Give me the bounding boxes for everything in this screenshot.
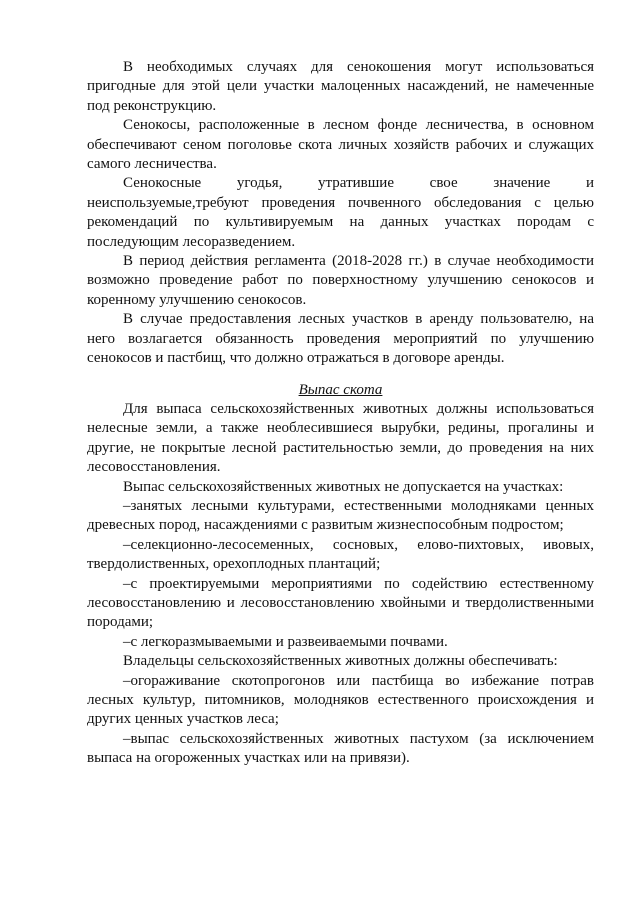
paragraph-grazing-1: Для выпаса сельскохозяйственных животных должны использоваться нелесные земли, а также необлесившиеся вырубки, редины, прогалины и другие, не покрытые лесной растительностью земли, до проведения на них лесовосстановления. [87,400,594,476]
paragraph-grazing-3: Владельцы сельскохозяйственных животных должны обеспечивать: [123,653,558,670]
paragraph-grazing-2: Выпас сельскохозяйственных животных не допускается на участках: [123,478,564,495]
paragraph-haymaking-3: Сенокосные угодья, утратившие свое значение и неиспользуемые,требуют проведения почвенного обследования с целью рекомендаций по культивируемым на данных участках породам с последующим лесоразведением. [87,175,594,250]
list-item-grazing-2: –селекционно-лесосеменных, сосновых, елово-пихтовых, ивовых, твердолиственных, орехоплодных плантаций; [87,536,594,573]
list-item-grazing-4: –с легкоразмываемыми и развеиваемыми почвами. [123,633,448,650]
section-heading-grazing: Выпас скота [298,381,383,398]
paragraph-haymaking-1: В необходимых случаях для сенокошения могут использоваться пригодные для этой цели участки малоценных насаждений, не намеченные под реконструкцию. [87,59,594,114]
paragraph-haymaking-4: В период действия регламента (2018-2028 гг.) в случае необходимости возможно проведение работ по поверхностному улучшению сенокосов и коренному улучшению сенокосов. [87,253,594,308]
list-item-grazing-3: –с проектируемыми мероприятиями по содействию естественному лесовосстановлению и лесовосстановлению хвойными и твердолиственными породами; [87,575,594,631]
paragraph-haymaking-5: В случае предоставления лесных участков в аренду пользователю, на него возлагается обязанность проведения мероприятий по улучшению сенокосов и пастбищ, что должно отражаться в договоре аренды. [87,311,594,367]
list-item-grazing-6: –выпас сельскохозяйственных животных пастухом (за исключением выпаса на огороженных участках или на привязи). [87,730,594,767]
list-item-grazing-1: –занятых лесными культурами, естественными молодняками ценных древесных пород, насаждениями с развитым жизнеспособным подростом; [87,497,594,534]
paragraph-haymaking-2: Сенокосы, расположенные в лесном фонде лесничества, в основном обеспечивают сеном поголовье скота личных хозяйств рабочих и служащих самого лесничества. [87,117,594,173]
list-item-grazing-5: –огораживание скотопрогонов или пастбища во избежание потрав лесных культур, питомников, молодняков естественного происхождения и других ценных участков леса; [87,672,594,728]
